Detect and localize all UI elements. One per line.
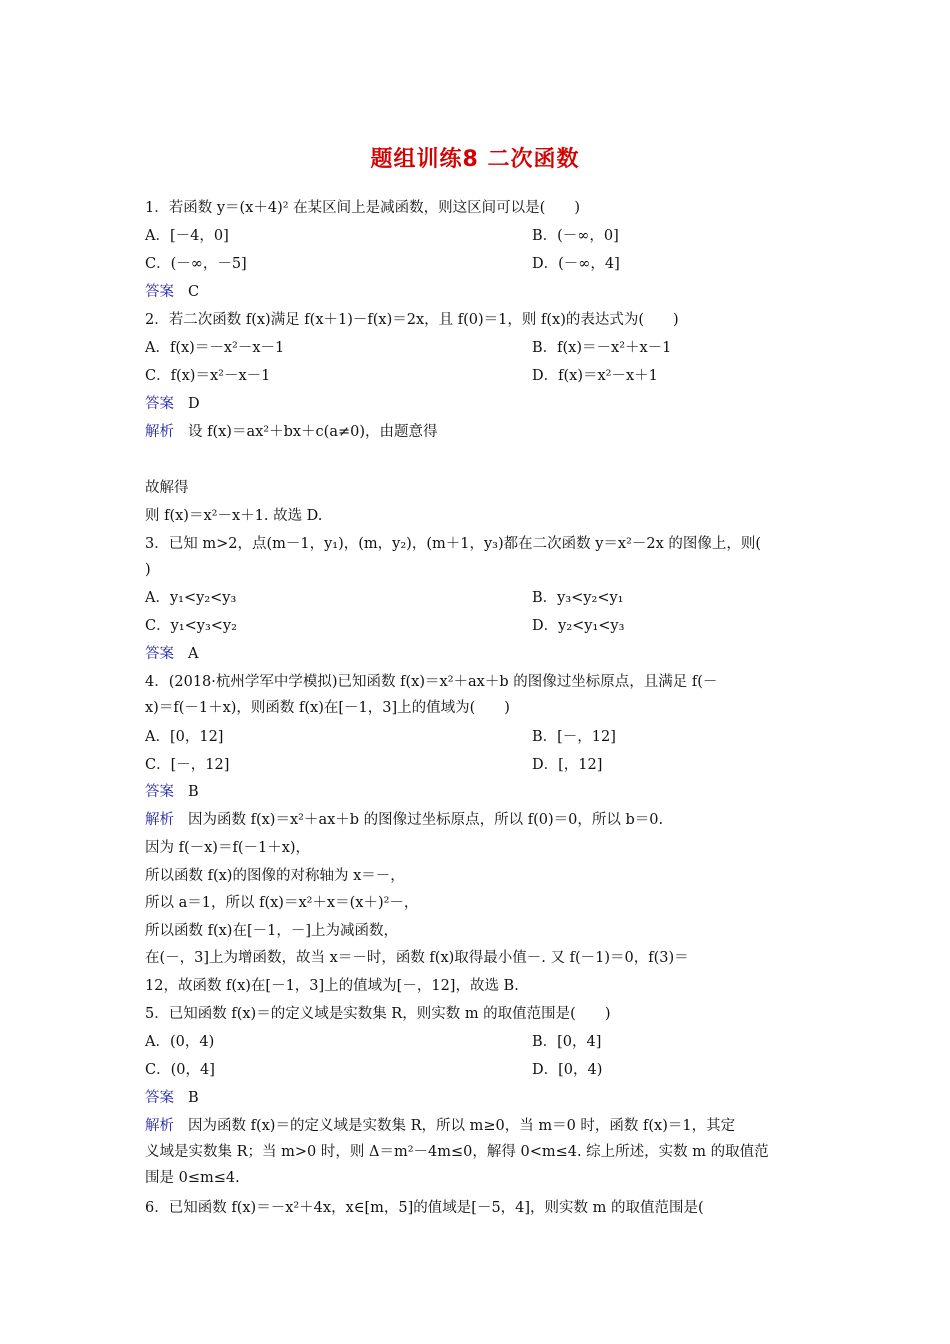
q1-answer: C	[188, 284, 200, 300]
q1-option-d: D．(－∞，4]	[532, 256, 620, 272]
q2-option-a: A．f(x)＝－x²－x－1	[145, 340, 285, 356]
q3-option-a: A．y₁<y₂<y₃	[145, 590, 237, 606]
answer-label: 答案	[145, 284, 174, 300]
q5-option-b: B．[0，4]	[532, 1034, 602, 1050]
q1-option-b: B．(－∞，0]	[532, 228, 619, 244]
q5-option-c: C．(0，4]	[145, 1062, 215, 1078]
q2-analysis: 设 f(x)＝ax²＋bx＋c(a≠0)，由题意得	[188, 424, 438, 440]
answer-label: 答案	[145, 1090, 174, 1106]
q2-option-c: C．f(x)＝x²－x－1	[145, 368, 271, 384]
q2-analysis-line: 故解得	[145, 480, 189, 496]
q2-analysis-row	[145, 422, 810, 442]
q4-answer: B	[188, 784, 199, 800]
answer-label: 答案	[145, 646, 174, 662]
q5-stem: 5．已知函数 f(x)＝的定义域是实数集 R，则实数 m 的取值范围是( )	[145, 1006, 611, 1022]
q5-answer-row	[145, 1088, 810, 1108]
q4-analysis-line: 因为 f(－x)＝f(－1＋x)，	[145, 840, 311, 856]
q5-analysis-line: 义域是实数集 R；当 m>0 时，则 Δ＝m²－4m≤0，解得 0<m≤4. 综上所述，实数 m 的取值范	[145, 1144, 769, 1160]
q4-analysis-line: 在(－，3]上为增函数，故当 x＝－时，函数 f(x)取得最小值－. 又 f(－1)＝0，f(3)＝	[145, 950, 689, 966]
analysis-label: 解析	[145, 1118, 174, 1134]
q6-stem: 6．已知函数 f(x)＝－x²＋4x，x∈[m，5]的值域是[－5，4]，则实数 m 的取值范围是(	[145, 1200, 704, 1216]
q2-answer-row	[145, 394, 810, 414]
q5-answer: B	[188, 1090, 199, 1106]
q5-analysis-row	[145, 1116, 810, 1136]
q5-option-a: A．(0，4)	[145, 1034, 215, 1050]
q2-stem: 2．若二次函数 f(x)满足 f(x＋1)－f(x)＝2x，且 f(0)＝1，则 f(x)的表达式为( )	[145, 312, 679, 328]
page-title: 题组训练8 二次函数	[370, 147, 580, 172]
q3-option-b: B．y₃<y₂<y₁	[532, 590, 624, 606]
answer-label: 答案	[145, 784, 174, 800]
q3-option-d: D．y₂<y₁<y₃	[532, 618, 625, 634]
q3-answer: A	[188, 646, 199, 662]
q1-option-a: A．[－4，0]	[145, 228, 229, 244]
q3-answer-row	[145, 644, 810, 664]
q5-option-d: D．[0，4)	[532, 1062, 603, 1078]
q5-analysis-line: 围是 0≤m≤4.	[145, 1170, 240, 1186]
q2-option-b: B．f(x)＝－x²＋x－1	[532, 340, 672, 356]
q4-option-c: C．[－，12]	[145, 757, 230, 773]
q4-option-b: B．[－，12]	[532, 729, 616, 745]
answer-label: 答案	[145, 396, 174, 412]
q2-answer: D	[188, 396, 200, 412]
analysis-label: 解析	[145, 812, 174, 828]
q4-analysis-line: 所以 a＝1，所以 f(x)＝x²＋x＝(x＋)²－，	[145, 895, 419, 911]
q4-analysis-row	[145, 810, 810, 830]
q4-analysis-line: 12，故函数 f(x)在[－1，3]上的值域为[－，12]，故选 B.	[145, 978, 519, 994]
q3-option-c: C．y₁<y₃<y₂	[145, 618, 237, 634]
q2-option-d: D．f(x)＝x²－x＋1	[532, 368, 658, 384]
q2-analysis-line: 则 f(x)＝x²－x＋1. 故选 D.	[145, 508, 323, 524]
q1-stem: 1．若函数 y＝(x＋4)² 在某区间上是减函数，则这区间可以是( )	[145, 200, 580, 216]
q4-stem-cont: x)＝f(－1＋x)，则函数 f(x)在[－1，3]上的值域为( )	[145, 700, 510, 716]
q4-analysis: 因为函数 f(x)＝x²＋ax＋b 的图像过坐标原点，所以 f(0)＝0，所以 b＝0.	[188, 812, 664, 828]
q3-stem: 3．已知 m>2，点(m－1，y₁)，(m，y₂)，(m＋1，y₃)都在二次函数 y＝x²－2x 的图像上，则(	[145, 536, 762, 552]
q4-analysis-line: 所以函数 f(x)的图像的对称轴为 x＝－，	[145, 868, 405, 884]
q5-analysis: 因为函数 f(x)＝的定义域是实数集 R，所以 m≥0，当 m＝0 时，函数 f(x)＝1，其定	[188, 1118, 736, 1134]
q3-stem-cont: )	[145, 562, 151, 578]
q4-analysis-line: 所以函数 f(x)在[－1，－]上为减函数，	[145, 923, 399, 939]
q4-stem: 4．(2018·杭州学军中学模拟)已知函数 f(x)＝x²＋ax＋b 的图像过坐标原点，且满足 f(－	[145, 674, 718, 690]
q4-option-d: D．[，12]	[532, 757, 603, 773]
q1-option-c: C．(－∞，－5]	[145, 256, 247, 272]
q4-answer-row	[145, 782, 810, 802]
q1-answer-row	[145, 282, 810, 302]
q4-option-a: A．[0，12]	[145, 729, 224, 745]
analysis-label: 解析	[145, 424, 174, 440]
